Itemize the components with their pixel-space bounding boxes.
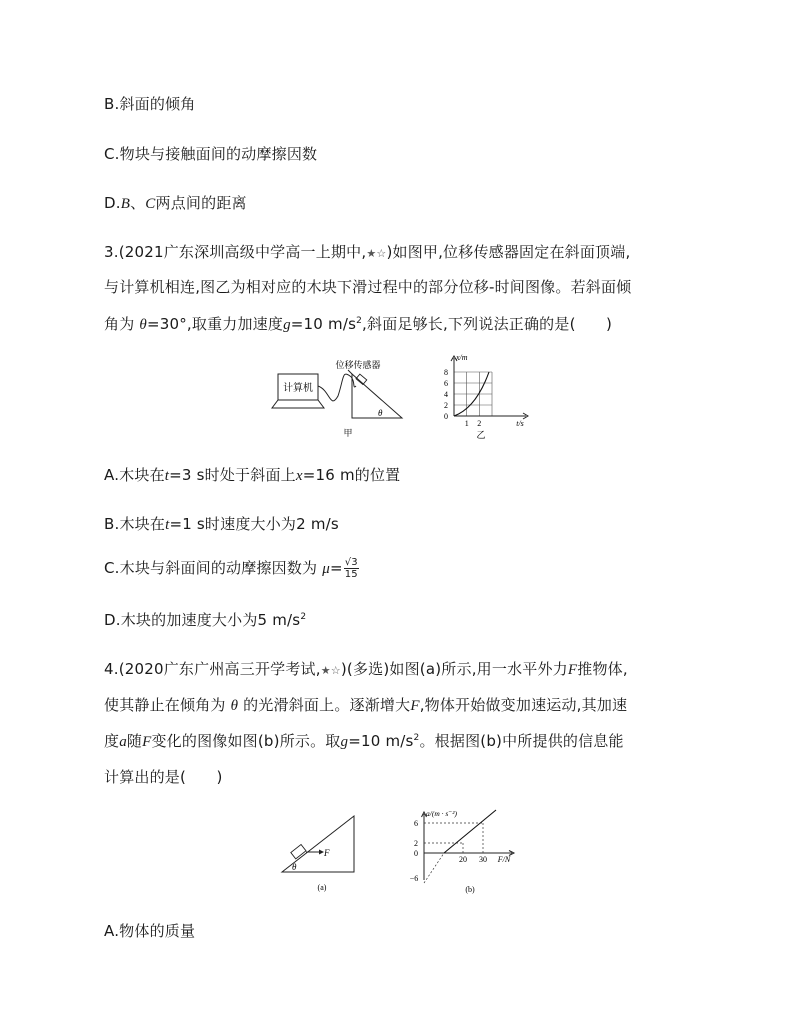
- q2-option-d: D.B、C两点间的距离: [104, 194, 247, 212]
- q3-stem-line3: 角为 θ=30°,取重力加速度g=10 $m/s^2$,斜面足够长,下列说法正确的是( ): [104, 315, 613, 333]
- y-tick: 6: [414, 819, 418, 828]
- computer-label: 计算机: [283, 383, 313, 394]
- q2-option-b: B.斜面的倾角: [104, 95, 196, 113]
- q4-stem-line4: 计算出的是( ): [104, 768, 223, 786]
- sensor-label: 位移传感器: [335, 360, 381, 370]
- y-tick: 2: [414, 839, 418, 848]
- x-tick: 20: [459, 855, 467, 864]
- q3-figure-jia: [268, 356, 408, 442]
- figure-caption-jia: 甲: [343, 428, 353, 438]
- force-label: F: [324, 848, 330, 858]
- figure-caption-b: (b): [465, 885, 475, 894]
- x-axis-label: F/N: [497, 855, 511, 864]
- fraction: $\frac{√3}{15}$: [344, 557, 358, 580]
- y-tick: 8: [444, 368, 448, 377]
- y-tick: 0: [444, 412, 448, 421]
- difficulty-stars-icon: ★☆: [366, 247, 387, 260]
- y-tick: −6: [409, 874, 419, 883]
- q3-option-d: D.木块的加速度大小为5 $m/s^2$: [104, 611, 307, 629]
- q2-option-c: C.物块与接触面间的动摩擦因数: [104, 145, 318, 163]
- y-tick: 0: [414, 849, 418, 858]
- q4-stem-line2: 使其静止在倾角为 θ 的光滑斜面上。逐渐增大F,物体开始做变加速运动,其加速: [104, 696, 628, 714]
- x-tick: 30: [479, 855, 487, 864]
- q4-figure-b: [404, 808, 524, 896]
- x-tick: 1: [464, 419, 469, 428]
- figure-caption-yi: 乙: [476, 430, 486, 440]
- q3-figure-yi: [436, 352, 536, 444]
- q3-option-c: C.木块与斜面间的动摩擦因数为 μ= $\frac{√3}{15}$: [104, 557, 358, 580]
- q4-figure-a: [280, 810, 370, 896]
- q4-stem-line1: 4.(2020广东广州高三开学考试,★☆)(多选)如图(a)所示,用一水平外力F推物体,: [104, 660, 628, 678]
- q4-option-a: A.物体的质量: [104, 922, 196, 940]
- x-tick: 2: [477, 419, 482, 428]
- q3-stem-line2: 与计算机相连,图乙为相对应的木块下滑过程中的部分位移-时间图像。若斜面倾: [104, 278, 632, 296]
- q3-option-a: A.木块在t=3 s时处于斜面上x=16 m的位置: [104, 466, 401, 484]
- y-axis-label: a/(m · s⁻²): [426, 809, 457, 818]
- q3-stem-line1: 3.(2021广东深圳高级中学高一上期中,★☆)如图甲,位移传感器固定在斜面顶端,: [104, 243, 631, 261]
- theta-label: θ: [292, 862, 297, 872]
- y-axis-label: x/m: [456, 353, 468, 362]
- difficulty-stars-icon: ★☆: [320, 664, 341, 677]
- q3-option-b: B.木块在t=1 s时速度大小为2 m/s: [104, 515, 339, 533]
- x-axis-label: t/s: [516, 419, 524, 428]
- y-tick: 4: [444, 390, 448, 399]
- theta-label: θ: [378, 408, 383, 418]
- y-tick: 6: [444, 379, 448, 388]
- figure-caption-a: (a): [317, 883, 327, 892]
- y-tick: 2: [444, 401, 448, 410]
- q4-stem-line3: 度a随F变化的图像如图(b)所示。取g=10 $m/s^2$。根据图(b)中所提供的信息能: [104, 732, 624, 750]
